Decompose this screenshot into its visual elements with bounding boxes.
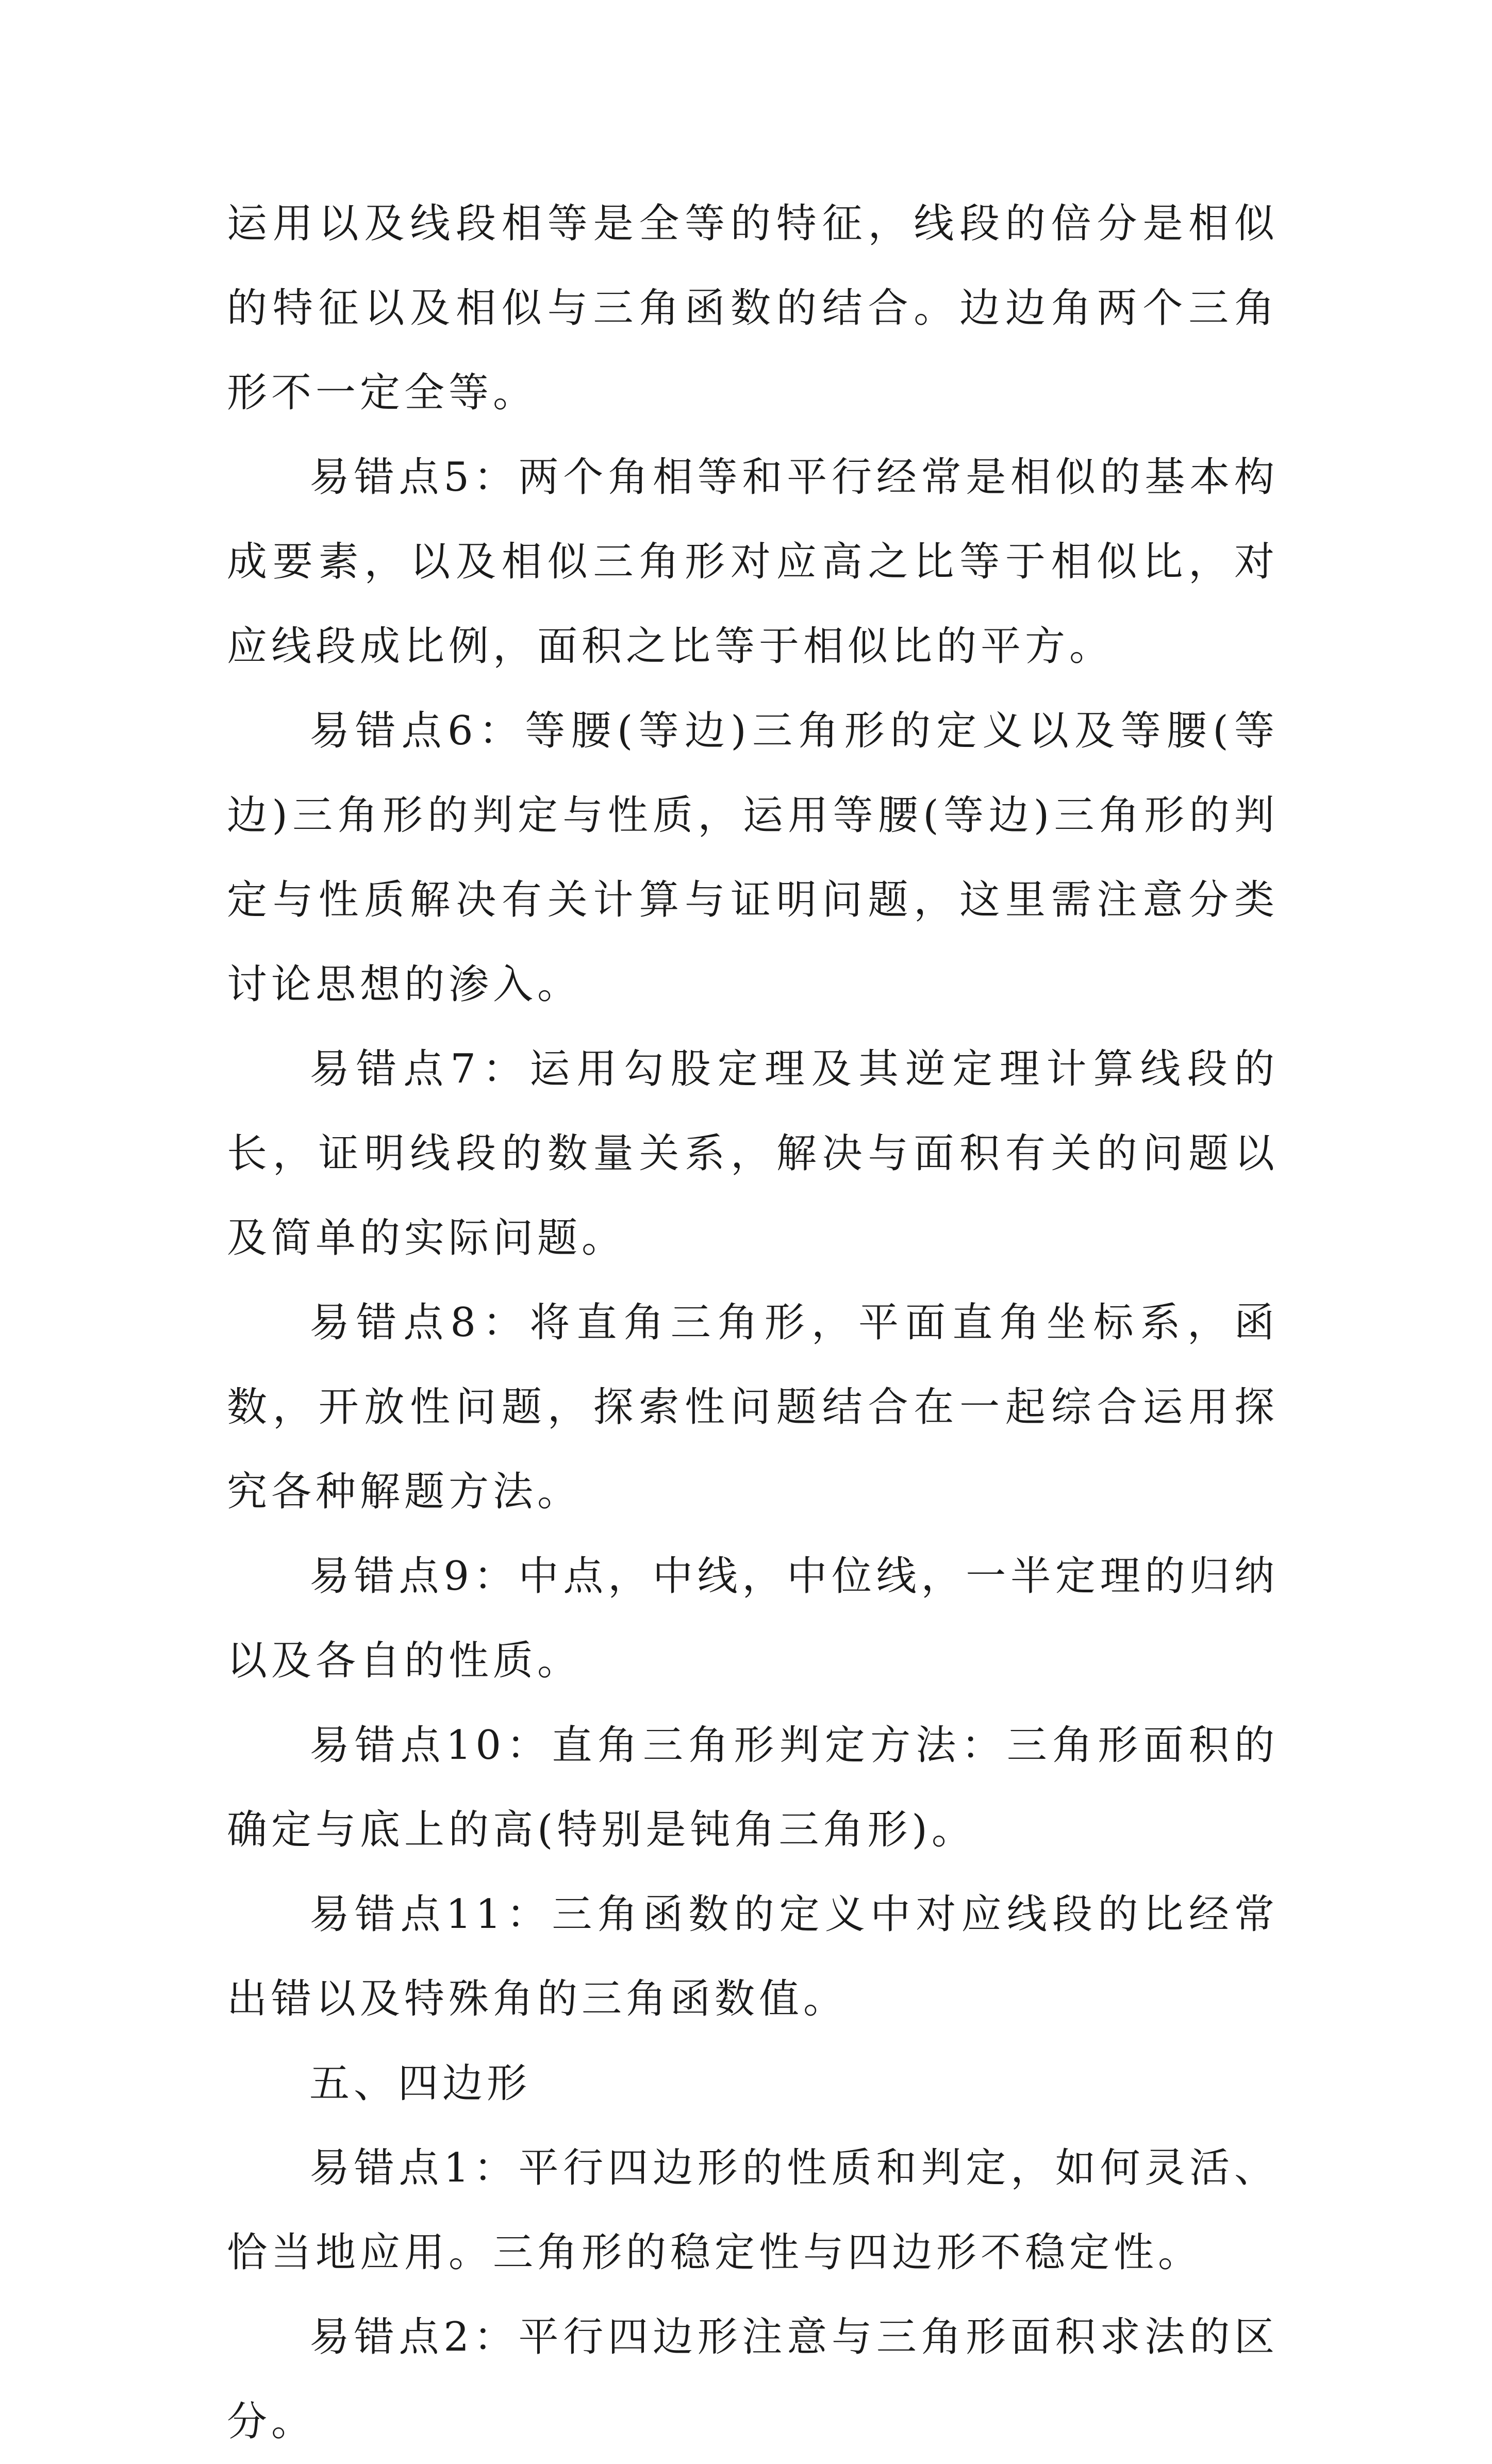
section-heading: 五、四边形 [309, 2060, 532, 2107]
paragraph: 运用以及线段相等是全等的特征，线段的倍分是相似的特征以及相似与三角函数的结合。边边角两个三角形不一定全等。 [227, 201, 1279, 416]
paragraph-error-point-8: 易错点8：将直角三角形，平面直角坐标系，函数，开放性问题，探索性问题结合在一起综合运用探究各种解题方法。 [227, 1300, 1279, 1515]
paragraph-error-point-11: 易错点11：三角函数的定义中对应线段的比经常出错以及特殊角的三角函数值。 [227, 1891, 1279, 2022]
document-body [227, 181, 1279, 2464]
paragraph-error-point-10: 易错点10：直角三角形判定方法：三角形面积的确定与底上的高(特别是钝角三角形)。 [227, 1722, 1279, 1853]
paragraph-error-point-5: 易错点5：两个角相等和平行经常是相似的基本构成要素，以及相似三角形对应高之比等于相似比，对应线段成比例，面积之比等于相似比的平方。 [227, 454, 1279, 670]
paragraph-quad-error-point-1: 易错点1：平行四边形的性质和判定，如何灵活、恰当地应用。三角形的稳定性与四边形不稳定性。 [227, 2145, 1279, 2276]
paragraph-quad-error-point-2: 易错点2：平行四边形注意与三角形面积求法的区分。 [227, 2314, 1279, 2445]
paragraph-error-point-7: 易错点7：运用勾股定理及其逆定理计算线段的长，证明线段的数量关系，解决与面积有关的问题以及简单的实际问题。 [227, 1046, 1279, 1261]
paragraph-error-point-9: 易错点9：中点，中线，中位线，一半定理的归纳以及各自的性质。 [227, 1553, 1279, 1684]
paragraph-error-point-6: 易错点6：等腰(等边)三角形的定义以及等腰(等边)三角形的判定与性质，运用等腰(等边)三角形的判定与性质解决有关计算与证明问题，这里需注意分类讨论思想的渗入。 [227, 708, 1279, 1008]
